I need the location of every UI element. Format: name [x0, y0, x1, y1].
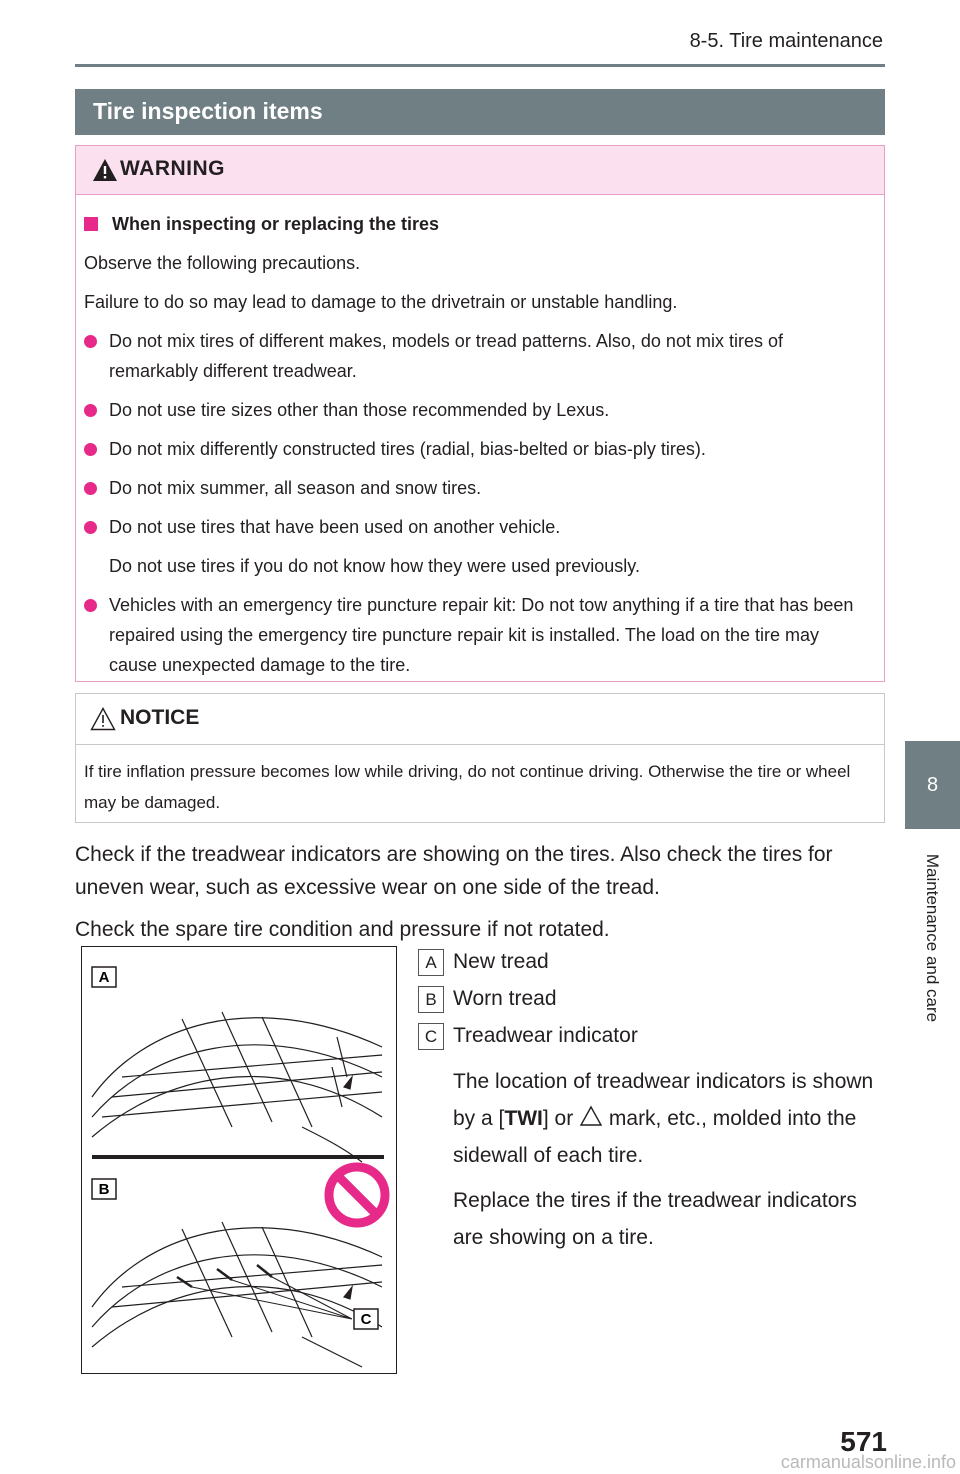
- legend-para1-mid: ] or: [542, 1107, 574, 1130]
- treadwear-triangle-icon: [579, 1105, 603, 1127]
- square-bullet-icon: [84, 217, 98, 231]
- warning-bullet: [84, 395, 872, 425]
- bullet-dot-icon: [84, 521, 97, 534]
- warning-bullet: [84, 512, 872, 542]
- caution-triangle-icon: [90, 707, 116, 731]
- prohibited-icon: [329, 1167, 385, 1223]
- warning-bullet-text: Do not use tires that have been used on another vehicle.: [109, 517, 561, 537]
- body-paragraph-2: Check the spare tire condition and pressure if not rotated.: [75, 918, 610, 941]
- warning-header: [76, 146, 884, 195]
- warning-triangle-icon: [92, 158, 118, 182]
- bullet-dot-icon: [84, 335, 97, 348]
- warning-label: WARNING: [120, 157, 225, 180]
- section-title: Tire inspection items: [93, 98, 323, 124]
- header-rule: [75, 64, 885, 67]
- legend-key-b: B: [418, 986, 444, 1013]
- legend-row-c: [418, 1018, 888, 1055]
- warning-bullet: [84, 473, 872, 503]
- warning-bullet-text: Do not mix summer, all season and snow tires.: [109, 478, 482, 498]
- legend-row-b: [418, 981, 888, 1018]
- label-a: A: [98, 969, 110, 986]
- warning-body: [76, 195, 884, 680]
- notice-text: If tire inflation pressure becomes low while driving, do not continue driving. Otherwise the tire or wheel may be damaged.: [84, 762, 851, 812]
- legend-paragraph-2: Replace the tires if the treadwear indicators are showing on a tire.: [453, 1189, 857, 1249]
- figure-divider: [92, 1155, 384, 1159]
- chapter-tab-label: [920, 840, 944, 1040]
- warning-bullet-text: Do not use tire sizes other than those recommended by Lexus.: [109, 400, 610, 420]
- body-paragraph-1: Check if the treadwear indicators are showing on the tires. Also check the tires for uneven wear, such as excessive wear on one side of the tread.: [75, 843, 833, 899]
- worn-tire-icon: [92, 1222, 382, 1367]
- label-b: B: [98, 1181, 110, 1198]
- bullet-dot-icon: [84, 482, 97, 495]
- warning-bullet: [84, 326, 872, 386]
- new-tire-icon: [92, 1012, 382, 1162]
- notice-box: [75, 693, 885, 823]
- warning-bullet: [84, 590, 872, 680]
- section-title-bar: [75, 89, 885, 135]
- warning-bullet-text: Do not mix tires of different makes, models or tread patterns. Also, do not mix tires of remarkably different treadwear.: [109, 331, 783, 381]
- warning-bullet-continuation: Do not use tires if you do not know how they were used previously.: [109, 556, 640, 576]
- warning-bullet: [84, 434, 872, 464]
- tire-tread-illustration: [81, 946, 397, 1374]
- legend-text-a: New tread: [453, 950, 549, 973]
- legend-paragraph-1: [418, 1063, 888, 1174]
- warning-box: [75, 145, 885, 682]
- warning-subtitle: [84, 209, 872, 239]
- tire-illustration-svg: [82, 947, 396, 1373]
- label-c: C: [360, 1311, 372, 1328]
- legend-key-c: C: [418, 1023, 444, 1050]
- warning-intro-2: Failure to do so may lead to damage to the drivetrain or unstable handling.: [84, 292, 678, 312]
- notice-label: NOTICE: [120, 706, 200, 729]
- notice-header: [76, 694, 884, 745]
- chapter-tab: [905, 741, 960, 829]
- warning-bullet-text: Vehicles with an emergency tire puncture repair kit: Do not tow anything if a tire that has been repaired using the emergency tire puncture repair kit is installed. The load on the tire may cause unexpected damage to the tire.: [109, 595, 854, 675]
- body-text: [75, 838, 890, 955]
- legend-text-c: Treadwear indicator: [453, 1024, 638, 1047]
- warning-subtitle-text: When inspecting or replacing the tires: [112, 214, 440, 234]
- figure-legend: [418, 944, 888, 1256]
- chapter-label: Maintenance and care: [923, 853, 942, 1023]
- bullet-dot-icon: [84, 599, 97, 612]
- twi-text: TWI: [504, 1107, 543, 1130]
- header-section-title: 8-5. Tire maintenance: [689, 30, 883, 52]
- legend-text-b: Worn tread: [453, 987, 557, 1010]
- chapter-number: 8: [926, 774, 939, 796]
- bullet-dot-icon: [84, 404, 97, 417]
- warning-intro-1: Observe the following precautions.: [84, 253, 361, 273]
- warning-bullet-text: Do not mix differently constructed tires (radial, bias-belted or bias-ply tires).: [109, 439, 706, 459]
- legend-key-a: A: [418, 949, 444, 976]
- page-number: 571: [840, 1426, 887, 1457]
- bullet-dot-icon: [84, 443, 97, 456]
- legend-row-a: [418, 944, 888, 981]
- watermark: carmanualsonline.info: [780, 1452, 956, 1472]
- legend-para1-post: mark, etc., molded into the sidewall of each tire.: [453, 1107, 857, 1167]
- legend-para1-pre: The location of treadwear indicators is shown by a [: [453, 1070, 874, 1130]
